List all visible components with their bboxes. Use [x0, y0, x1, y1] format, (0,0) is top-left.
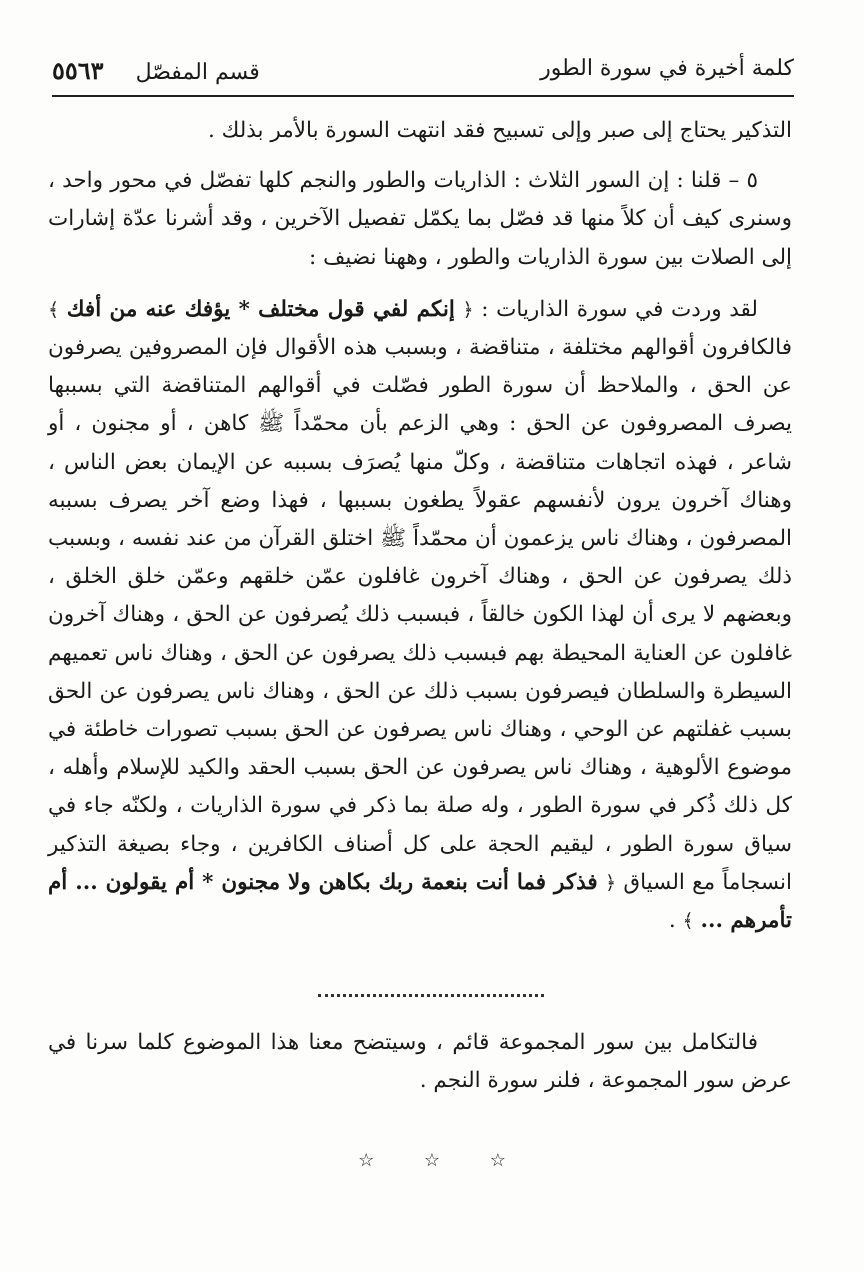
dotted-separator [318, 994, 544, 1001]
quran-verse-2: فذكر فما أنت بنعمة ربك بكاهن ولا مجنون * أم يقولون ... أم تأمرهم ... [48, 869, 792, 934]
paragraph-3-body: فالكافرون أقوالهم مختلفة ، متناقضة ، وبسبب هذه الأقوال فإن المصروفين يصرفون عن الحق ، والملاحظ أن سورة الطور فصّلت في أقوالهم المتناقضة التي بسببها يصرف المصروفون عن الحق : وهي الزعم بأن محمّداً ﷺ كاهن ، أو مجنون ، أو شاعر ، فهذه اتجاهات متناقضة ، وكلّ منها يُصرَف بسببه عن الإيمان بعض الناس ، وهناك آخرون يرون لأنفسهم عقولاً يطغون بسببها ، فهذا وضع آخر يصرف بسببه المصرفون ، وهناك ناس يزعمون أن محمّداً ﷺ اختلق القرآن من عند نفسه ، وبسبب ذلك يصرفون عن الحق ، وهناك آخرون غافلون عمّن خلقهم وعمّن خلق الخلق ، وبعضهم لا يرى أن لهذا الكون خالقاً ، فبسبب ذلك يُصرفون عن الحق ، وهناك آخرون غافلون عن العناية المحيطة بهم فبسبب ذلك يصرفون عن الحق ، وهناك ناس تعميهم السيطرة والسلطان فيصرفون بسبب ذلك عن الحق ، وهناك ناس يصرفون عن الحق بسبب غفلتهم عن الوحي ، وهناك ناس يصرفون عن الحق بسبب تصورات خاطئة في موضوع الألوهية ، وهناك ناس يصرفون عن الحق بسبب الحقد والكيد للإسلام وأهله ، كل ذلك ذُكر في سورة الطور ، وله صلة بما ذكر في سورة الذاريات ، ولكنّه جاء في سياق سورة الطور ، ليقيم الحجة على كل أصناف الكافرين ، وجاء بصيغة التذكير انسجاماً مع السياق [48, 335, 793, 895]
running-header [52, 52, 794, 92]
quran-brace-close: ﴾ [48, 298, 60, 321]
section-title: قسم المفصّل [135, 60, 260, 85]
paragraph-3 [48, 291, 792, 940]
paragraph-3-intro: لقد وردت في سورة الذاريات : [481, 296, 758, 322]
chapter-title: كلمة أخيرة في سورة الطور [540, 56, 794, 81]
closing-paragraph: فالتكامل بين سور المجموعة قائم ، وسيتضح معنا هذا الموضوع كلما سرنا في عرض سور المجموعة ، فلنر سورة النجم . [48, 1030, 792, 1094]
section-and-page [52, 56, 260, 85]
header-rule [52, 95, 794, 97]
main-text [48, 112, 792, 940]
quran-brace-open: ﴿ [462, 298, 474, 321]
paragraph-2: ٥ – قلنا : إن السور الثلاث : الذاريات والطور والنجم كلها تفصّل في محور واحد ، وسنرى كيف أن كلاً منها قد فصّل بما يكمّل تفصيل الآخرين ، وقد أشرنا عدّة إشارات إلى الصلات بين سورة الذاريات والطور ، وههنا نضيف : [48, 168, 792, 270]
closing-text [48, 1024, 792, 1100]
paragraph-1: التذكير يحتاج إلى صبر وإلى تسبيح فقد انتهت السورة بالأمر بذلك . [207, 118, 792, 143]
paragraph-3-end: . [668, 908, 676, 934]
quran-verse-1: إنكم لفي قول مختلف * يؤفك عنه من أفك [66, 296, 455, 322]
quran-brace-open: ﴿ [604, 871, 617, 894]
page-number: ٥٥٦٣ [52, 56, 104, 85]
quran-brace-close: ﴾ [682, 910, 694, 933]
section-end-stars: ☆ ☆ ☆ [358, 1150, 528, 1171]
